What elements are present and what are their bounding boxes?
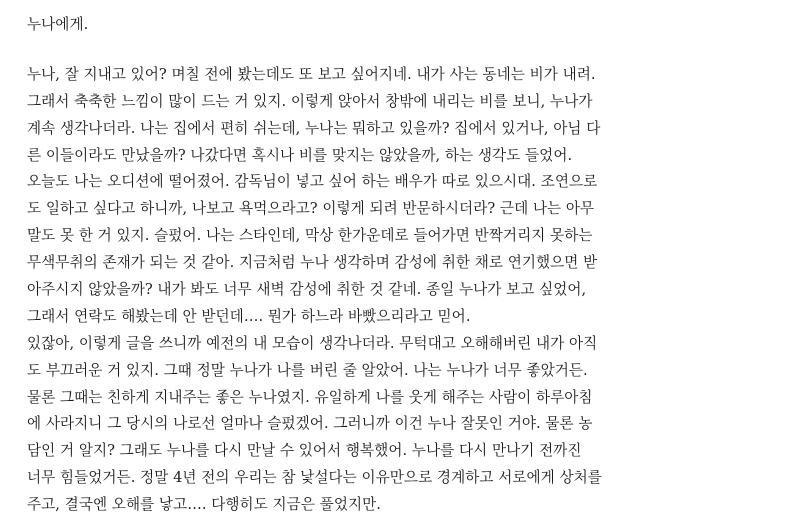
letter-line-12: 도 부끄러운 거 있지. 그때 정말 누나가 나를 버린 줄 알았어. 나는 누나가 너무 좋았거든.	[27, 362, 588, 379]
letter-line-7: 말도 못 한 거 있지. 슬펐어. 나는 스타인데, 막상 한가운데로 들어가면 반짝거리지 못하는	[27, 227, 593, 244]
letter-line-14: 에 사라지니 그 당시의 나로선 얼마나 슬펐겠어. 그러니까 이건 누나 잘못인 거야. 물론 농	[27, 415, 593, 432]
letter-salutation: 누나에게.	[27, 16, 89, 33]
letter-line-5: 오늘도 나는 오디션에 떨어졌어. 감독님이 넣고 싶어 하는 배우가 따로 있으시대. 조연으로	[27, 173, 598, 190]
letter-line-15: 담인 거 알지? 그래도 누나를 다시 만날 수 있어서 행복했어. 누나를 다시 만나기 전까진	[27, 442, 582, 459]
letter-line-1: 누나, 잘 지내고 있어? 며칠 전에 봤는데도 또 보고 싶어지네. 내가 사는 동네는 비가 내려.	[27, 66, 596, 83]
letter-line-2: 그래서 축축한 느낌이 많이 드는 거 있지. 이렇게 앉아서 창밖에 내리는 비를 보니, 누나가	[27, 93, 593, 110]
letter-line-16: 너무 힘들었거든. 정말 4년 전의 우리는 참 낯설다는 이유만으로 경계하고 서로에게 상처를	[27, 469, 602, 486]
letter-line-13: 물론 그때는 친하게 지내주는 좋은 누나였지. 유일하게 나를 웃게 해주는 사람이 하루아침	[27, 389, 593, 406]
letter-line-6: 도 일하고 싶다고 하니까, 나보고 욕먹으라고? 이렇게 되려 반문하시더라? 근데 나는 아무	[27, 200, 595, 217]
letter-line-8: 무색무취의 존재가 되는 것 같아. 지금처럼 누나 생각하며 감성에 취한 채로 연기했으면 받	[27, 254, 598, 271]
letter-line-11: 있잖아, 이렇게 글을 쓰니까 예전의 내 모습이 생각나더라. 무턱대고 오해해버린 내가 아직	[27, 335, 598, 352]
letter-line-4: 른 이들이라도 만났을까? 나갔다면 혹시나 비를 맞지는 않았을까, 하는 생각도 들었어.	[27, 147, 573, 164]
letter-line-3: 계속 생각나더라. 나는 집에서 편히 쉬는데, 누나는 뭐하고 있을까? 집에서 있거나, 아님 다	[27, 120, 601, 137]
letter-line-9: 아주시지 않았을까? 내가 봐도 너무 새벽 감성에 취한 것 같네. 종일 누나가 보고 싶었어,	[27, 281, 587, 298]
letter-line-17: 주고, 결국엔 오해를 낳고…. 다행히도 지금은 풀었지만.	[27, 496, 381, 513]
letter-line-10: 그래서 연락도 해봤는데 안 받던데…. 뭔가 하느라 바빴으리라고 믿어.	[27, 308, 471, 325]
